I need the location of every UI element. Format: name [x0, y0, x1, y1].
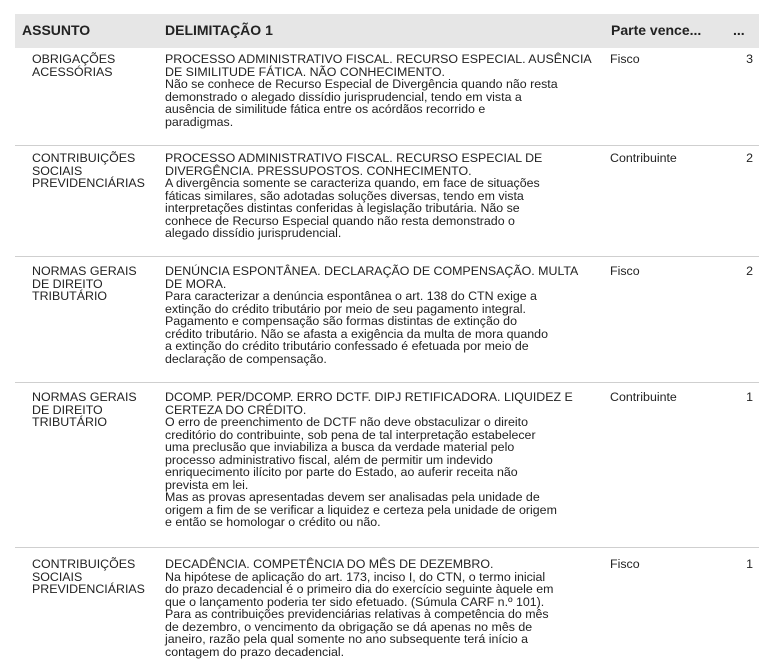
cell-parte-vencedora: Contribuinte: [610, 151, 677, 165]
cell-count: 2: [746, 264, 753, 278]
column-header-assunto[interactable]: ASSUNTO: [22, 22, 91, 38]
column-header-more[interactable]: ...: [733, 22, 745, 38]
table-row[interactable]: [15, 391, 759, 548]
cell-assunto: NORMAS GERAIS DE DIREITO TRIBUTÁRIO: [32, 264, 137, 303]
column-header-delimitacao[interactable]: DELIMITAÇÃO 1: [165, 22, 273, 38]
cell-parte-vencedora: Fisco: [610, 557, 640, 571]
cell-assunto: NORMAS GERAIS DE DIREITO TRIBUTÁRIO: [32, 390, 137, 429]
table-row[interactable]: [15, 265, 759, 383]
table-row[interactable]: [15, 53, 759, 146]
cell-parte-vencedora: Contribuinte: [610, 390, 677, 404]
cell-delimitacao: PROCESSO ADMINISTRATIVO FISCAL. RECURSO ESPECIAL. AUSÊNCIA DE SIMILITUDE FÁTICA. NÃO CONHECIMENTO. Não se conhece de Recurso Especial de Divergência quando não resta demonstrado o alegado dissídio jurisprudencial, tendo em vista a ausência de similitude fática entre os acórdãos recorrido e paradigmas.: [165, 52, 592, 129]
cell-assunto: CONTRIBUIÇÕES SOCIAIS PREVIDENCIÁRIAS: [32, 151, 145, 190]
cell-delimitacao: PROCESSO ADMINISTRATIVO FISCAL. RECURSO ESPECIAL DE DIVERGÊNCIA. PRESSUPOSTOS. CONHECIMENTO. A divergência somente se caracteriza quando, em face de situações fáticas similares, são adotadas soluções diversas, tendo em vista interpretações distintas conferidas à legislação tributária. Não se conhece de Recurso Especial quando não resta demonstrado o alegado dissídio jurisprudencial.: [165, 151, 543, 240]
cell-delimitacao: DCOMP. PER/DCOMP. ERRO DCTF. DIPJ RETIFICADORA. LIQUIDEZ E CERTEZA DO CRÉDITO. O erro de preenchimento de DCTF não deve obstaculizar o direito creditório do contribuinte, sob pena de tal interpretação estabelecer uma preclusão que inviabiliza a busca da verdade material pelo processo administrativo fiscal, além de permitir um indevido enriquecimento ilícito por parte do Estado, ao auferir receita não prevista em lei. Mas as provas apresentadas devem ser analisadas pela unidade de origem a fim de se verificar a liquidez e certeza pela unidade de origem e então se homologar o crédito ou não.: [165, 390, 573, 529]
cell-parte-vencedora: Fisco: [610, 52, 640, 66]
cell-count: 2: [746, 151, 753, 165]
cell-delimitacao: DECADÊNCIA. COMPETÊNCIA DO MÊS DE DEZEMBRO. Na hipótese de aplicação do art. 173, inciso I, do CTN, o termo inicial do prazo decadencial é o primeiro dia do exercício seguinte àquele em que o lançamento poderia ter sido efetuado. (Súmula CARF n.º 101). Para as contribuições previdenciárias relativas à competência do mês de dezembro, o vencimento da obrigação se dá apenas no mês de janeiro, razão pela qual somente no ano subsequente terá início a contagem do prazo decadencial.: [165, 557, 554, 659]
cell-delimitacao: DENÚNCIA ESPONTÂNEA. DECLARAÇÃO DE COMPENSAÇÃO. MULTA DE MORA. Para caracterizar a denúncia espontânea o art. 138 do CTN exige a extinção do crédito tributário por meio de seu pagamento integral. Pagamento e compensação são formas distintas de extinção do crédito tributário. Não se afasta a exigência da multa de mora quando a extinção do crédito tributário confessado é efetuada por meio de declaração de compensação.: [165, 264, 579, 366]
cell-assunto: OBRIGAÇÕES ACESSÓRIAS: [32, 52, 116, 79]
cell-count: 3: [746, 52, 753, 66]
table-row[interactable]: [15, 152, 759, 257]
cell-parte-vencedora: Fisco: [610, 264, 640, 278]
table-row[interactable]: [15, 558, 759, 671]
cell-count: 1: [746, 390, 753, 404]
cell-count: 1: [746, 557, 753, 571]
table-header: [15, 14, 759, 48]
column-header-parte-vencedora[interactable]: Parte vence...: [611, 22, 702, 38]
cell-assunto: CONTRIBUIÇÕES SOCIAIS PREVIDENCIÁRIAS: [32, 557, 145, 596]
